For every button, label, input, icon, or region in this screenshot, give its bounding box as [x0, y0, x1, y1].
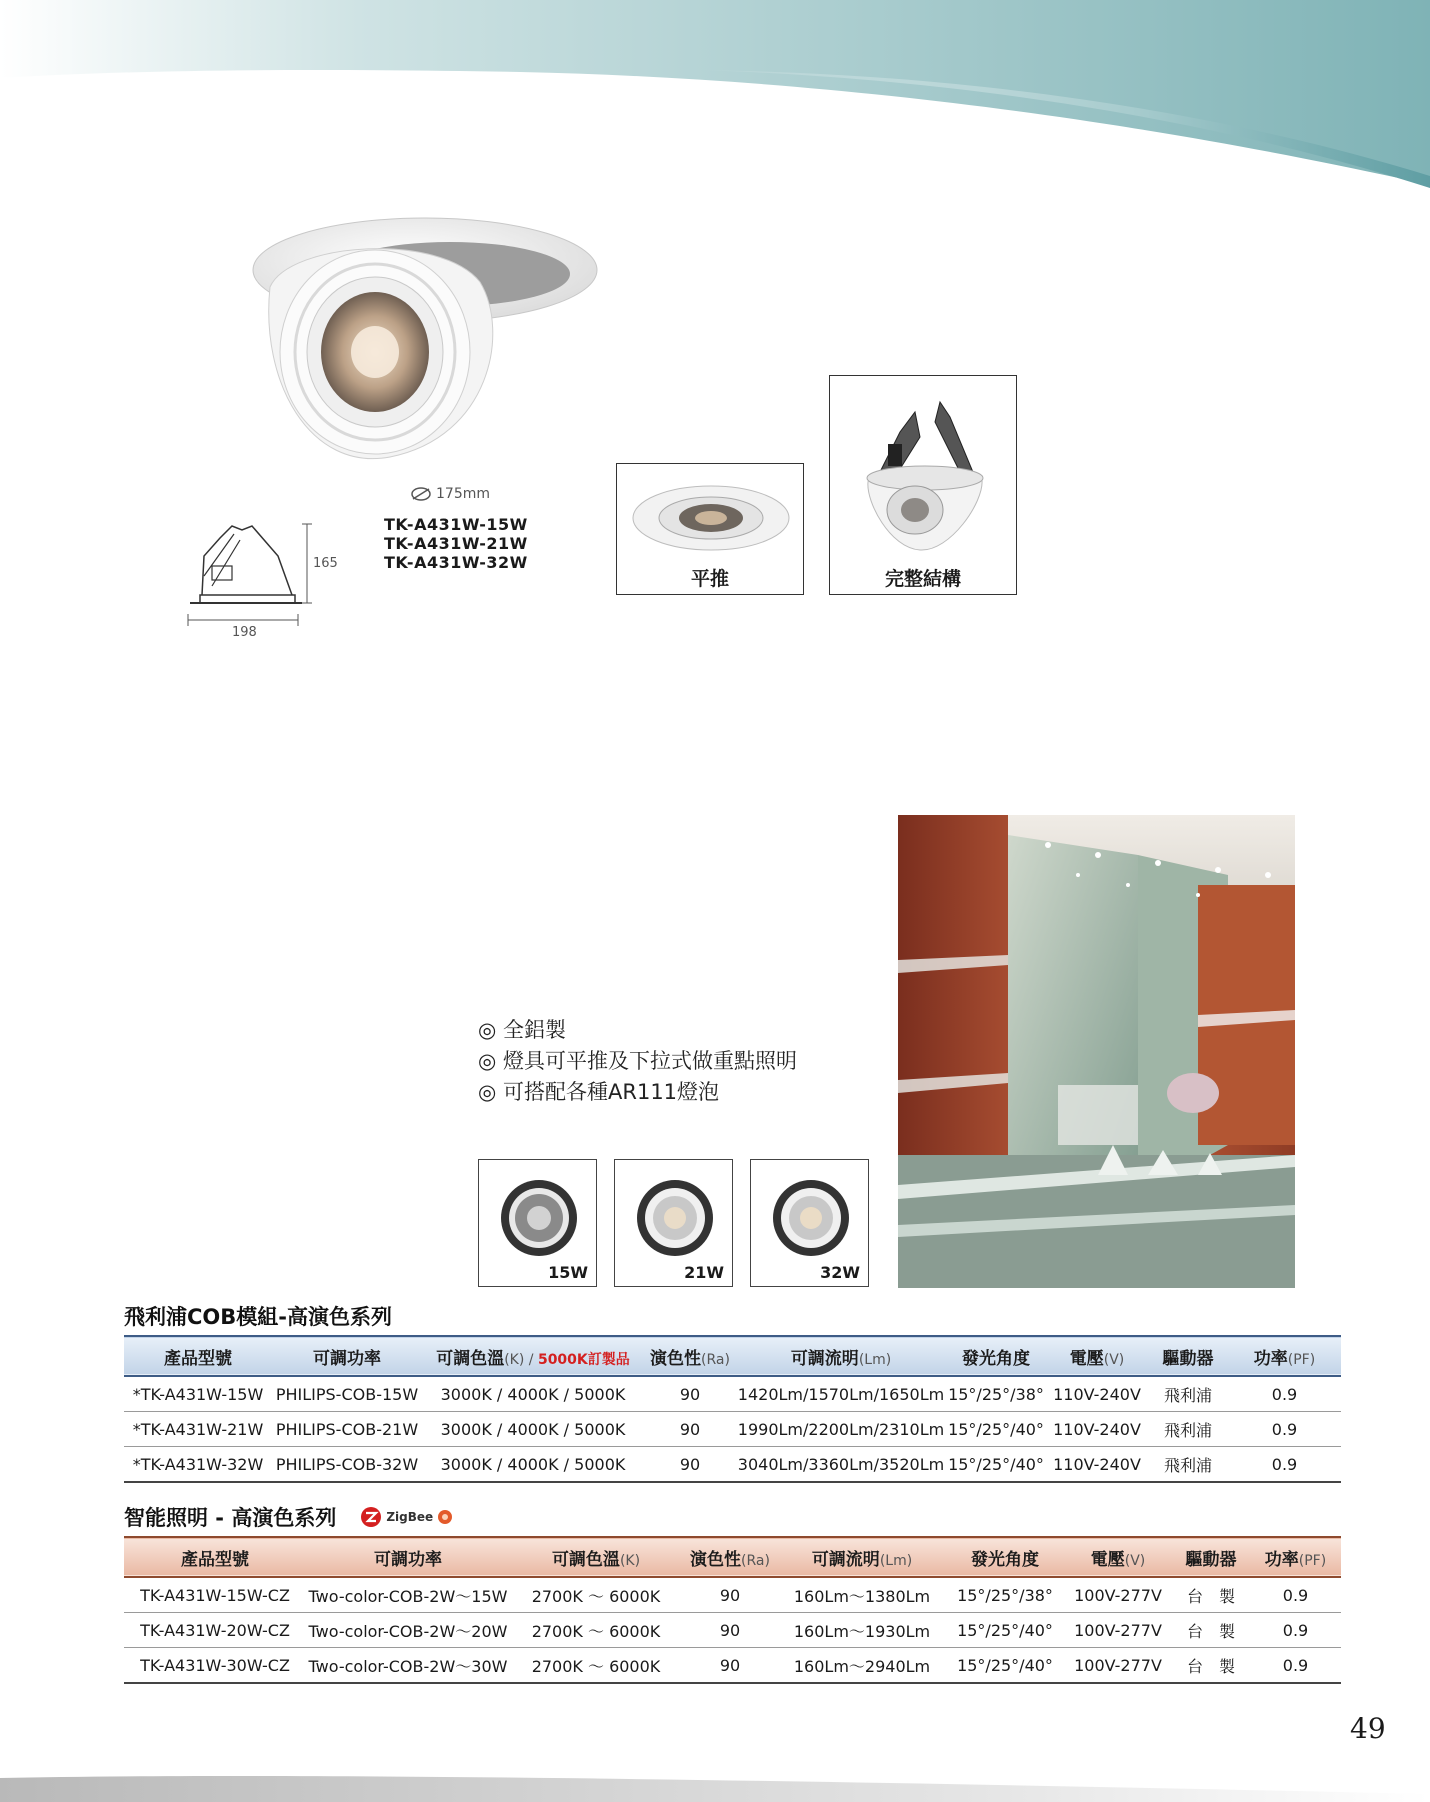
table-row: TK-A431W-15W-CZ Two-color-COB-2W～15W 2700K ～ 6000K 90 160Lm～1380Lm 15°/25°/38° 100V-277V 台 製 0.9	[124, 1577, 1341, 1613]
module-card-32w	[750, 1159, 869, 1287]
module-label: 15W	[548, 1263, 588, 1282]
dimension-drawing	[182, 516, 324, 628]
flat-view-image	[631, 482, 791, 552]
col-driver: 驅動器	[1185, 1549, 1237, 1570]
section2-heading	[124, 1502, 453, 1532]
zigbee-logo	[360, 1506, 453, 1528]
width-dimension: 198	[232, 625, 257, 640]
module-card-21w	[614, 1159, 733, 1287]
feature-item: ◎ 燈具可平推及下拉式做重點照明	[478, 1049, 797, 1073]
col-model: 產品型號	[164, 1348, 232, 1369]
col-model: 產品型號	[181, 1549, 249, 1570]
col-cct: 可調色溫(K)	[551, 1549, 641, 1570]
table-row: *TK-A431W-32W PHILIPS-COB-32W 3000K / 4000K / 5000K 90 3040Lm/3360Lm/3520Lm 15°/25°/40° 110V-240V 飛利浦 0.9	[124, 1447, 1341, 1483]
smart-spec-table	[124, 1536, 1341, 1684]
footer-bar	[0, 1770, 1430, 1802]
page-number: 49	[1350, 1712, 1386, 1745]
table-row: *TK-A431W-15W PHILIPS-COB-15W 3000K / 4000K / 5000K 90 1420Lm/1570Lm/1650Lm 15°/25°/38° 110V-240V 飛利浦 0.9	[124, 1376, 1341, 1412]
application-photo	[898, 815, 1295, 1288]
diameter-spec	[410, 486, 490, 502]
col-angle: 發光角度	[971, 1549, 1039, 1570]
module-label: 21W	[684, 1263, 724, 1282]
col-power: 可調功率	[313, 1348, 381, 1369]
structure-view-label: 完整結構	[884, 568, 961, 590]
table-row: TK-A431W-20W-CZ Two-color-COB-2W～20W 2700K ～ 6000K 90 160Lm～1930Lm 15°/25°/40° 100V-277V 台 製 0.9	[124, 1613, 1341, 1648]
structure-view-image	[860, 392, 990, 552]
module-image	[497, 1176, 581, 1260]
col-angle: 發光角度	[962, 1348, 1030, 1369]
col-cri: 演色性(Ra)	[650, 1348, 730, 1369]
height-dimension: 165	[313, 556, 338, 571]
col-cct: 可調色溫(K) / 5000K訂製品	[436, 1348, 630, 1369]
table-row: TK-A431W-30W-CZ Two-color-COB-2W～30W 2700K ～ 6000K 90 160Lm～2940Lm 15°/25°/40° 100V-277V 台 製 0.9	[124, 1648, 1341, 1684]
custom-order-note: 5000K訂製品	[537, 1351, 630, 1368]
col-driver: 驅動器	[1162, 1348, 1214, 1369]
module-image	[769, 1176, 853, 1260]
feature-item: ◎ 全鋁製	[478, 1018, 566, 1042]
col-cri: 演色性(Ra)	[690, 1549, 770, 1570]
zigbee-wordmark: ZigBee	[386, 1510, 434, 1524]
table-header-row	[124, 1336, 1341, 1376]
col-voltage: 電壓(V)	[1090, 1549, 1146, 1570]
diameter-label: 175mm	[436, 486, 490, 502]
model-name: TK-A431W-15W	[384, 515, 528, 534]
module-card-15w	[478, 1159, 597, 1287]
header-banner	[0, 0, 1430, 200]
col-pf: 功率(PF)	[1264, 1549, 1327, 1570]
flat-view-label: 平推	[690, 568, 729, 590]
zigbee-badge-icon	[437, 1509, 453, 1525]
col-lumen: 可調流明(Lm)	[811, 1549, 913, 1570]
diameter-icon	[410, 486, 432, 502]
philips-spec-table	[124, 1335, 1341, 1483]
col-pf: 功率(PF)	[1253, 1348, 1316, 1369]
feature-list	[478, 1015, 797, 1108]
structure-view-frame	[829, 375, 1017, 595]
flat-view-frame	[616, 463, 804, 595]
module-label: 32W	[820, 1263, 860, 1282]
section1-title: 飛利浦COB模組-高演色系列	[124, 1305, 392, 1329]
table-row: *TK-A431W-21W PHILIPS-COB-21W 3000K / 4000K / 5000K 90 1990Lm/2200Lm/2310Lm 15°/25°/40° 110V-240V 飛利浦 0.9	[124, 1412, 1341, 1447]
table-header-row	[124, 1537, 1341, 1577]
zigbee-icon	[360, 1506, 382, 1528]
model-name: TK-A431W-32W	[384, 553, 528, 572]
col-voltage: 電壓(V)	[1069, 1348, 1125, 1369]
product-photo	[250, 212, 605, 474]
feature-item: ◎ 可搭配各種AR111燈泡	[478, 1080, 720, 1104]
col-power: 可調功率	[374, 1549, 442, 1570]
model-list	[384, 515, 528, 572]
module-image	[633, 1176, 717, 1260]
section2-title: 智能照明 - 高演色系列	[124, 1506, 337, 1530]
col-lumen: 可調流明(Lm)	[790, 1348, 892, 1369]
model-name: TK-A431W-21W	[384, 534, 528, 553]
